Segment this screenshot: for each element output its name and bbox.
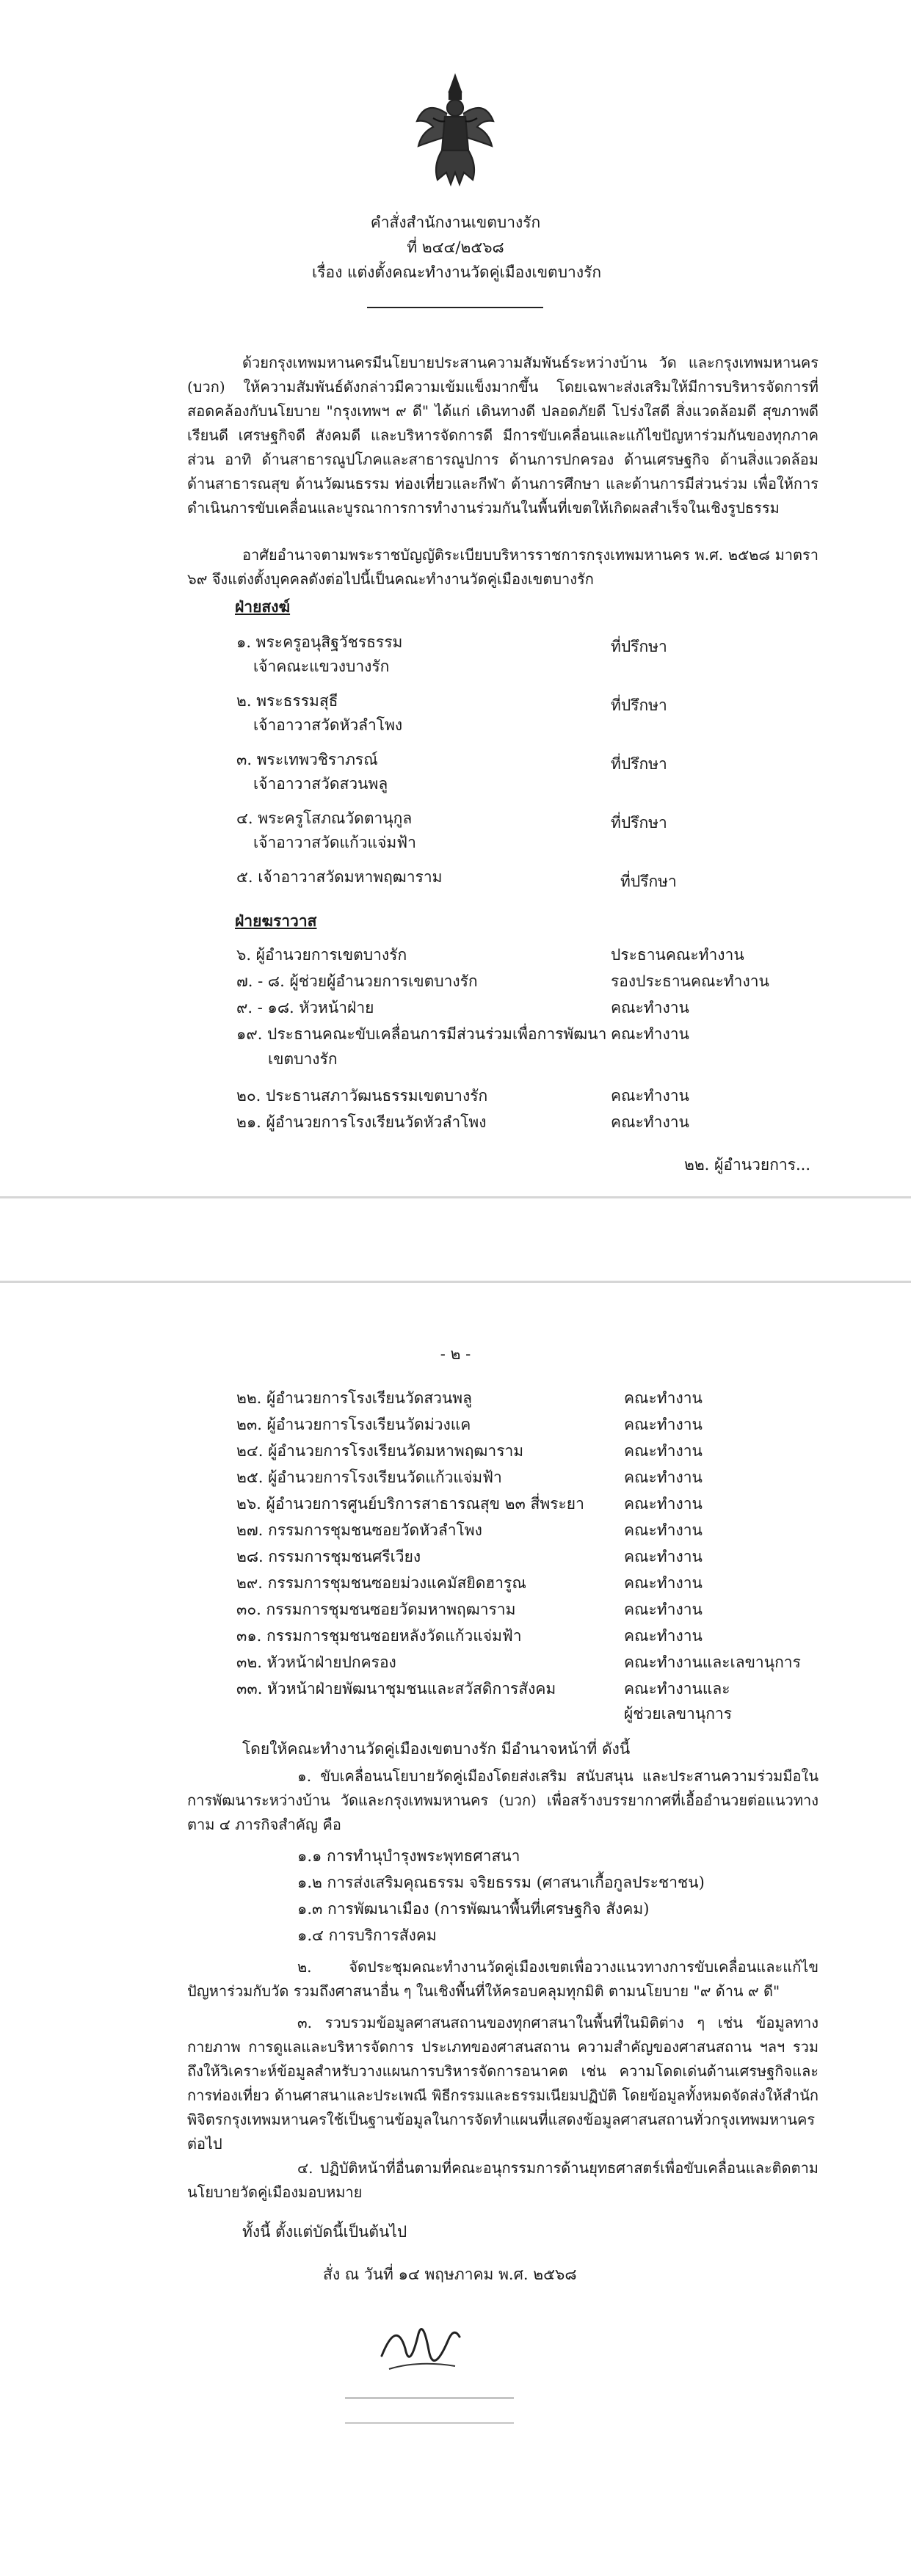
member-name: ๗. - ๘. ผู้ช่วยผู้อำนวยการเขตบางรัก [236,972,478,990]
member-name: ๓๒. หัวหน้าฝ่ายปกครอง [236,1653,396,1671]
member-role: ที่ปรึกษา [611,814,667,832]
order-title: คำสั่งสำนักงานเขตบางรัก [370,214,541,231]
member-name: ๑. พระครูอนุสิฐวัชรธรรม [236,633,403,651]
sub-item: ๑.๓ การพัฒนาเมือง (การพัฒนาพื้นที่เศรษฐกิจ สังคม) [297,1900,650,1918]
member-role-continued: ผู้ช่วยเลขานุการ [624,1705,732,1722]
member-name: ๓๓. หัวหน้าฝ่ายพัฒนาชุมชนและสวัสดิการสังคม [236,1680,556,1698]
page-separator [0,1189,911,1292]
clergy-heading: ฝ่ายสงฆ์ [235,597,291,616]
member-name: ๒๒. ผู้อำนวยการโรงเรียนวัดสวนพลู [236,1389,473,1407]
member-role: คณะทำงาน [624,1521,703,1539]
member-role: ที่ปรึกษา [611,696,667,714]
member-title: เจ้าอาวาสวัดแก้วแจ่มฟ้า [253,834,416,851]
member-role: คณะทำงาน [624,1389,703,1407]
member-role: คณะทำงาน [624,1627,703,1645]
member-name: ๔. พระครูโสภณวัดตานุกูล [236,809,413,827]
duty-4: ๔. ปฏิบัติหน้าที่อื่นตามที่คณะอนุกรรมการด้านยุทธศาสตร์เพื่อขับเคลื่อนและติดตามนโยบายวัดคู่เมืองมอบหมาย [187,2159,819,2201]
duty-2: ๒. จัดประชุมคณะทำงานวัดคู่เมืองเขตเพื่อวางแนวทางการขับเคลื่อนและแก้ไขปัญหาร่วมกับวัด รวมถึงศาสนาอื่น ๆ ในเชิงพื้นที่ให้ครอบคลุมทุกมิติ ตามนโยบาย "๙ ด้าน ๙ ดี" [187,1958,819,2000]
member-role: คณะทำงาน [624,1548,703,1565]
sub-item: ๑.๔ การบริการสังคม [297,1926,437,1944]
member-role: คณะทำงาน [624,1469,703,1486]
sub-item: ๑.๑ การทำนุบำรุงพระพุทธศาสนา [297,1847,520,1865]
member-role: คณะทำงาน [624,1574,703,1592]
member-name: ๕. เจ้าอาวาสวัดมหาพฤฒาราม [236,868,443,886]
member-title: เจ้าอาวาสวัดหัวลำโพง [253,716,403,734]
authority-paragraph: อาศัยอำนาจตามพระราชบัญญัติระเบียบบริหารราชการกรุงเทพมหานคร พ.ศ. ๒๕๒๘ มาตรา ๖๙ จึงแต่งตั้งบุคคลดังต่อไปนี้เป็นคณะทำงานวัดคู่เมืองเขตบางรัก [187,546,819,588]
member-role: คณะทำงาน [611,999,689,1016]
member-role: คณะทำงาน [624,1601,703,1618]
signed-date: สั่ง ณ วันที่ ๑๔ พฤษภาคม พ.ศ. ๒๕๖๘ [323,2266,577,2283]
member-name: ๒๙. กรรมการชุมชนซอยม่วงแคมัสยิดฮารูณ [236,1574,526,1592]
lay-heading: ฝ่ายฆราวาส [235,912,317,930]
document-page-1 [0,0,911,1189]
page-number: - ๒ - [440,1345,471,1363]
member-role: ประธานคณะทำงาน [611,946,744,964]
faded-stamp-line [345,2397,514,2399]
member-role: ที่ปรึกษา [620,873,677,890]
intro-paragraph: ด้วยกรุงเทพมหานครมีนโยบายประสานความสัมพันธ์ระหว่างบ้าน วัด และกรุงเทพมหานคร (บวก) ให้ความสัมพันธ์ดังกล่าวมีความเข้มแข็งมากขึ้น โดยเฉพาะส่งเสริมให้มีการบริหารจัดการที่สอดคล้องกับนโยบาย "กรุงเทพฯ ๙ ดี" ได้แก่ เดินทางดี ปลอดภัยดี โปร่งใสดี สิ่งแวดล้อมดี สุขภาพดี เรียนดี เศรษฐกิจดี สังคมดี และบริหารจัดการดี มีการขับเคลื่อนและแก้ไขปัญหาร่วมกันของทุกภาคส่วน อาทิ ด้านสาธารณูปโภคและสาธารณูปการ ด้านการปกครอง ด้านเศรษฐกิจ ด้านสิ่งแวดล้อม ด้านสาธารณสุข ด้านวัฒนธรรม ท่องเที่ยวและกีฬา ด้านการศึกษา และด้านการมีส่วนร่วม เพื่อให้การดำเนินการขับเคลื่อนและบูรณาการการทำงานร่วมกันในพื้นที่เขตให้เกิดผลสำเร็จในเชิงรูปธรรม [187,354,819,517]
duty-1: ๑. ขับเคลื่อนนโยบายวัดคู่เมืองโดยส่งเสริม สนับสนุน และประสานความร่วมมือในการพัฒนาระหว่างบ้าน วัดและกรุงเทพมหานคร (บวก) เพื่อสร้างบรรยากาศที่เอื้ออำนวยต่อแนวทางตาม ๔ ภารกิจสำคัญ คือ [187,1767,819,1833]
member-title: เจ้าอาวาสวัดสวนพลู [253,775,388,793]
member-role: คณะทำงาน [611,1025,689,1043]
member-title: เจ้าคณะแขวงบางรัก [253,658,390,675]
member-name: ๖. ผู้อำนวยการเขตบางรัก [236,946,407,964]
continuation-note: ๒๒. ผู้อำนวยการ... [684,1156,811,1174]
member-name: ๓๑. กรรมการชุมชนซอยหลังวัดแก้วแจ่มฟ้า [236,1627,522,1645]
member-role: ที่ปรึกษา [611,755,667,773]
garuda-emblem-icon [411,70,499,187]
member-name: ๓. พระเทพวชิราภรณ์ [236,751,378,768]
faded-stamp-line [345,2422,514,2424]
member-role: คณะทำงานและ [624,1680,730,1698]
member-name: ๓๐. กรรมการชุมชนซอยวัดมหาพฤฒาราม [236,1601,516,1618]
member-name: ๒๑. ผู้อำนวยการโรงเรียนวัดหัวลำโพง [236,1113,487,1131]
member-role: ที่ปรึกษา [611,638,667,655]
member-role: คณะทำงาน [611,1087,689,1105]
member-name: ๒. พระธรรมสุธี [236,692,338,710]
order-subject: เรื่อง แต่งตั้งคณะทำงานวัดคู่เมืองเขตบางรัก [312,263,602,281]
member-name: ๒๓. ผู้อำนวยการโรงเรียนวัดม่วงแค [236,1416,471,1433]
duties-intro: โดยให้คณะทำงานวัดคู่เมืองเขตบางรัก มีอำนาจหน้าที่ ดังนี้ [242,1740,631,1758]
member-name: ๒๗. กรรมการชุมชนซอยวัดหัวลำโพง [236,1521,482,1539]
member-name: ๒๖. ผู้อำนวยการศูนย์บริการสาธารณสุข ๒๓ สี่พระยา [236,1495,584,1513]
member-role: รองประธานคณะทำงาน [611,972,769,990]
member-name-continued: เขตบางรัก [268,1050,338,1068]
member-name: ๒๔. ผู้อำนวยการโรงเรียนวัดมหาพฤฒาราม [236,1442,524,1460]
member-role: คณะทำงาน [624,1416,703,1433]
duty-3: ๓. รวบรวมข้อมูลศาสนสถานของทุกศาสนาในพื้นที่ในมิติต่าง ๆ เช่น ข้อมูลทางกายภาพ การดูแลและบริหารจัดการ ประเภทของศาสนสถาน ความสำคัญของศาสนสถาน ฯลฯ รวมถึงให้วิเคราะห์ข้อมูลสำหรับวางแผนการบริหารจัดการอนาคต เช่น ความโดดเด่นด้านเศรษฐกิจและการท่องเที่ยว ด้านศาสนาและประเพณี พิธีกรรมและธรรมเนียมปฏิบัติ โดยข้อมูลทั้งหมดจัดส่งให้สำนักพิจิตรกรุงเทพมหานครใช้เป็นฐานข้อมูลในการจัดทำแผนที่แสดงข้อมูลศาสนสถานทั่วกรุงเทพมหานครต่อไป [187,2014,819,2153]
member-name: ๑๙. ประธานคณะขับเคลื่อนการมีส่วนร่วมเพื่อการพัฒนา [236,1025,607,1043]
member-name: ๒๐. ประธานสภาวัฒนธรรมเขตบางรัก [236,1087,488,1105]
document-page-2 [0,1292,911,2576]
member-name: ๒๘. กรรมการชุมชนศรีเวียง [236,1548,421,1565]
signature-icon [367,2304,477,2385]
title-divider [367,307,543,308]
sub-item: ๑.๒ การส่งเสริมคุณธรรม จริยธรรม (ศาสนาเกื้อกูลประชาชน) [297,1874,705,1891]
member-role: คณะทำงานและเลขานุการ [624,1653,801,1671]
member-name: ๙. - ๑๘. หัวหน้าฝ่าย [236,999,374,1016]
order-number: ที่ ๒๔๔/๒๕๖๘ [407,239,504,256]
member-role: คณะทำงาน [611,1113,689,1131]
member-role: คณะทำงาน [624,1495,703,1513]
member-role: คณะทำงาน [624,1442,703,1460]
effective-statement: ทั้งนี้ ตั้งแต่บัดนี้เป็นต้นไป [242,2223,407,2241]
member-name: ๒๕. ผู้อำนวยการโรงเรียนวัดแก้วแจ่มฟ้า [236,1469,502,1486]
